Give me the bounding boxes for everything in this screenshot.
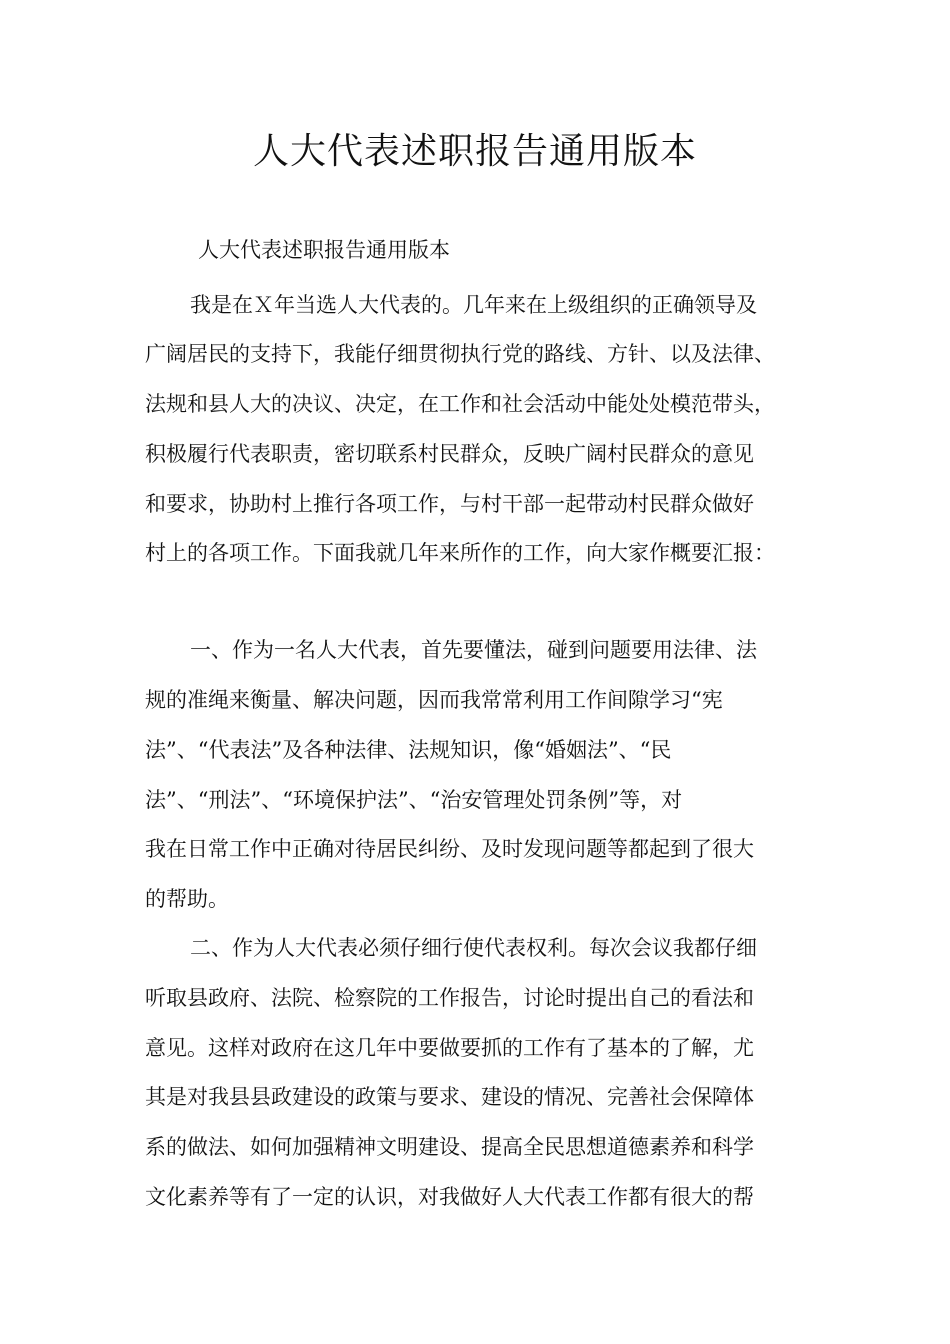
paragraph-line: 和要求，协助村上推行各项工作，与村干部一起带动村民群众做好: [145, 492, 754, 516]
paragraph-line: 法”、“刑法”、“环境保护法”、“治安管理处罚条例”等，对: [145, 788, 683, 812]
paragraph-line: 村上的各项工作。下面我就几年来所作的工作，向大家作概要汇报：: [145, 541, 775, 565]
paragraph-line: 的帮助。: [145, 887, 229, 911]
paragraph-line: 广阔居民的支持下，我能仔细贯彻执行党的路线、方针、以及法律、: [145, 342, 775, 366]
paragraph-line: 法规和县人大的决议、决定，在工作和社会活动中能处处模范带头，: [145, 392, 775, 416]
paragraph-line: 听取县政府、法院、检察院的工作报告，讨论时提出自己的看法和: [145, 986, 754, 1010]
paragraph-line: 我是在Ｘ年当选人大代表的。几年来在上级组织的正确领导及: [190, 293, 757, 317]
paragraph-line: 规的准绳来衡量、解决问题，因而我常常利用工作间隙学习“宪: [145, 688, 723, 712]
paragraph-line: 我在日常工作中正确对待居民纠纷、及时发现问题等都起到了很大: [145, 837, 754, 861]
paragraph-line: 积极履行代表职责，密切联系村民群众，反映广阔村民群众的意见: [145, 442, 754, 466]
paragraph-line: 二、作为人大代表必须仔细行使代表权利。每次会议我都仔细: [190, 936, 757, 960]
paragraph-line: 系的做法、如何加强精神文明建设、提高全民思想道德素养和科学: [145, 1135, 754, 1159]
paragraph-line: 法”、“代表法”及各种法律、法规知识，像“婚姻法”、“民: [145, 738, 672, 762]
paragraph-line: 一、作为一名人大代表，首先要懂法，碰到问题要用法律、法: [190, 638, 757, 662]
document-title: 人大代表述职报告通用版本: [252, 131, 697, 172]
paragraph-line: 文化素养等有了一定的认识，对我做好人大代表工作都有很大的帮: [145, 1185, 754, 1209]
paragraph-line: 其是对我县县政建设的政策与要求、建设的情况、完善社会保障体: [145, 1085, 754, 1109]
document-subtitle: 人大代表述职报告通用版本: [198, 238, 450, 262]
paragraph-line: 意见。这样对政府在这几年中要做要抓的工作有了基本的了解，尤: [145, 1036, 754, 1060]
